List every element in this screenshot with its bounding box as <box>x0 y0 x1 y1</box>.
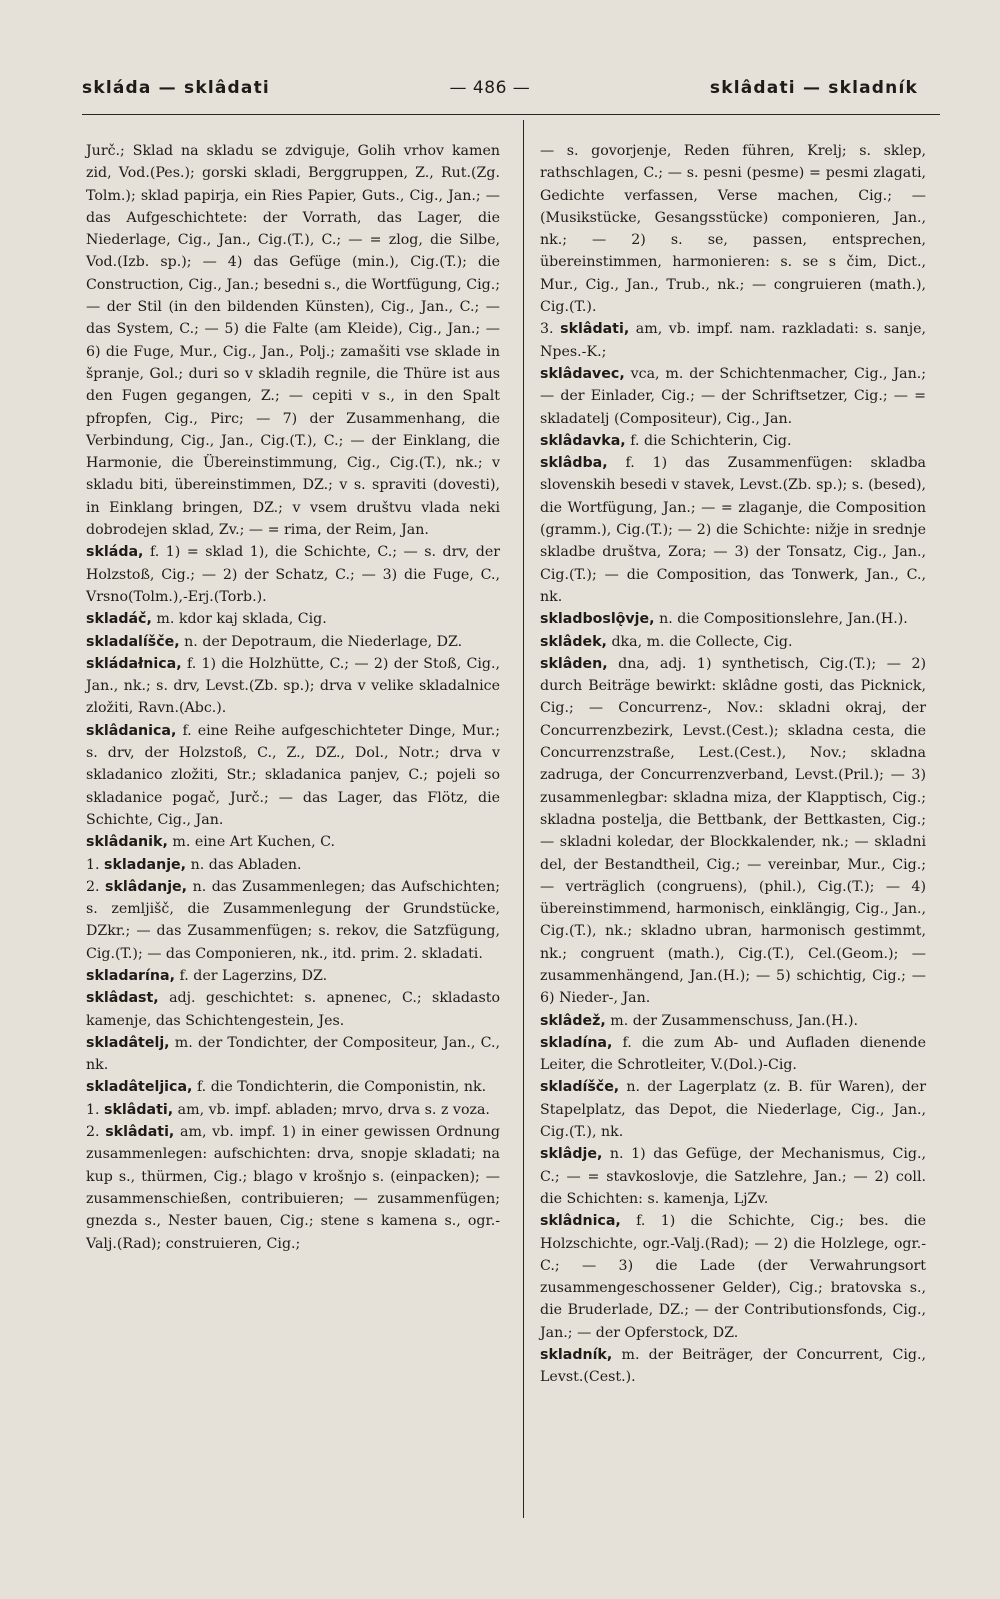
headword: sklâdek, <box>540 633 607 650</box>
headword: sklâdež, <box>540 1012 606 1029</box>
dictionary-entry <box>86 1032 500 1077</box>
headword: skladína, <box>540 1034 613 1051</box>
header-right-guide-words: sklâdati — skladník <box>709 78 918 98</box>
dictionary-entry <box>540 1076 926 1143</box>
entry-definition: n. 1) das Gefüge, der Mechanismus, Cig., C.; — = stavkoslovje, die Satzlehre, Jan.; — 2) coll. die Schichten: s. kamenja, LjZv. <box>540 1146 926 1207</box>
dictionary-entry <box>86 140 500 541</box>
dictionary-entry <box>540 1143 926 1210</box>
dictionary-entry <box>540 1210 926 1344</box>
dictionary-entry <box>86 965 500 987</box>
entry-definition: m. der Beiträger, der Concurrent, Cig., Levst.(Cest.). <box>540 1347 926 1386</box>
entry-definition: m. kdor kaj sklada, Cig. <box>156 611 327 628</box>
dictionary-entry <box>86 854 500 876</box>
entry-definition: f. 1) = sklad 1), die Schichte, C.; — s. drv, der Holzstoß, Cig.; — 2) der Schatz, C.; — 3) die Fuge, C., Vrsno(Tolm.),-Erj.(Torb.). <box>86 544 501 605</box>
headword: skladník, <box>540 1347 613 1364</box>
homonym-number: 1. <box>86 856 105 873</box>
dictionary-entry <box>86 831 500 853</box>
headword: skladarína, <box>86 967 175 984</box>
headword: skláda, <box>86 544 144 561</box>
dictionary-entry <box>86 1121 500 1255</box>
headword: skladâtelj, <box>86 1034 170 1051</box>
entry-definition: f. 1) das Zusammenfügen: skladba slovenskih besedi v stavek, Levst.(Zb. sp.); s. (besed), die Wortfügung, Jan.; — = zlaganje, die Composition (gramm.), Cig.(T.); — 2) die Schichte: nižje in srednje skladbe društva, Zora; — 3) der Tonsatz, Cig., Jan., Cig.(T.); — die Composition, das Tonwerk, Jan., C., nk. <box>540 455 926 605</box>
running-header <box>82 78 918 98</box>
headword: skladáč, <box>86 611 152 628</box>
dictionary-entry <box>86 541 500 608</box>
entry-definition: dka, m. die Collecte, Cig. <box>611 633 793 650</box>
right-column <box>540 140 926 1389</box>
entry-definition: m. der Tondichter, der Compositeur, Jan., C., nk. <box>86 1034 501 1074</box>
headword: sklâdati, <box>105 1124 175 1141</box>
entry-definition: f. 1) die Holzhütte, C.; — 2) der Stoß, Cig., Jan., nk.; s. drv, Levst.(Zb. sp.); drva v velike skladalnice zložiti, Ravn.(Abc.). <box>86 655 500 717</box>
headword: sklâdnica, <box>540 1213 621 1230</box>
dictionary-entry <box>540 631 926 653</box>
headword: skladâteljica, <box>86 1079 193 1096</box>
headword: skládałnica, <box>86 655 182 672</box>
headword: sklâden, <box>540 655 608 672</box>
entry-definition: dna, adj. 1) synthetisch, Cig.(T.); — 2) durch Beiträge bewirkt: sklâdne gosti, das Picknick, Cig.; — Concurrenz-, Nov.: skladni okraj, der Concurrenzbezirk, Levst.(Cest.); skladna cesta, die Concurrenzstraße, Lest.(Cest.), Nov.; skladna zadruga, der Concurrenzverband, Levst.(Pril.); — 3) zusammenlegbar: skladna miza, der Klapptisch, Cig.; skladna postelja, die Bettbank, der Bettkasten, Cig.; — skladni koledar, der Blockkalender, nk.; — skladni del, der Bestandtheil, Cig.; — vereinbar, Mur., Cig.; — verträglich (congruens), (phil.), Cig.(T.); — 4) übereinstimmend, harmonisch, einklängig, Cig., Jan., Cig.(T.), nk.; skladno ubran, harmonisch gestimmt, nk.; congruent (math.), Cig.(T.), Cel.(Geom.); — zusammenhängend, Jan.(H.); — 5) schichtig, Cig.; — 6) Nieder-, Jan. <box>540 655 927 1007</box>
header-left-guide-words: skláda — sklâdati <box>82 78 270 98</box>
entry-definition: n. das Zusammenlegen; das Aufschichten; s. zemljišč, die Zusammenlegung der Grundstücke, DZkr.; — das Zusammenfügen; s. rekov, die Satzfügung, Cig.(T.); — das Componieren, nk., itd. prim. 2. skladati. <box>86 878 501 962</box>
headword: sklâdavka, <box>540 432 626 449</box>
entry-definition: m. eine Art Kuchen, C. <box>172 834 335 851</box>
headword: sklâdanje, <box>105 878 188 895</box>
entry-definition: f. die Schichterin, Cig. <box>630 432 792 449</box>
entry-definition: f. die Tondichterin, die Componistin, nk. <box>196 1079 487 1096</box>
dictionary-entry <box>540 608 926 630</box>
dictionary-entry <box>86 987 500 1032</box>
dictionary-entry <box>86 608 500 630</box>
column-divider <box>523 120 524 1518</box>
dictionary-entry <box>86 1076 500 1098</box>
entry-definition: f. eine Reihe aufgeschichteter Dinge, Mur.; s. drv, der Holzstoß, C., Z., DZ., Dol., Notr.; drva v skladanico zložiti, Str.; skladanica panjev, C.; pojeli so skladanice pogač, Jurč.; — das Lager, das Flötz, die Schichte, Cig., Jan. <box>86 722 501 828</box>
homonym-number: 2. <box>86 878 106 895</box>
dictionary-entry <box>540 1010 926 1032</box>
entry-definition: am, vb. impf. abladen; mrvo, drva s. z voza. <box>177 1101 490 1118</box>
dictionary-entry <box>540 140 926 318</box>
entry-definition: f. 1) die Schichte, Cig.; bes. die Holzschichte, ogr.-Valj.(Rad); — 2) die Holzlege, ogr.-C.; — 3) die Lade (der Verwahrungsort zusammengeschossener Gelder), Cig.; bratovska s., die Bruderlade, DZ.; — der Contributionsfonds, Cig., Jan.; — der Opferstock, DZ. <box>540 1213 926 1341</box>
headword: skladalíšče, <box>86 633 180 650</box>
entry-definition: n. der Lagerplatz (z. B. für Waren), der Stapelplatz, das Depot, die Niederlage, Cig., Jan., Cig.(T.), nk. <box>540 1079 926 1141</box>
entry-definition: f. der Lagerzins, DZ. <box>179 967 328 984</box>
left-column <box>86 140 500 1255</box>
dictionary-entry <box>86 720 500 831</box>
entry-definition: Jurč.; Sklad na skladu se zdviguje, Golih vrhov kamen zid, Vod.(Pes.); gorski skladi, Berggruppen, Z., Rut.(Zg. Tolm.); sklad papirja, ein Ries Papier, Guts., Cig., Jan.; — das Aufgeschichtete: der Vorrath, das Lager, die Niederlage, Cig., Jan., Cig.(T.), C.; — = zlog, die Silbe, Vod.(Izb. sp.); — 4) das Gefüge (min.), Cig.(T.); die Construction, Cig., Jan.; besedni s., die Wortfügung, Cig.; — der Stil (in den bildenden Künsten), Cig., Jan., C.; — das System, C.; — 5) die Falte (am Kleide), Cig., Jan.; — 6) die Fuge, Mur., Cig., Jan., Polj.; zamašiti vse sklade in špranje, Gol.; duri so v skladih regnile, die Thüre ist aus den Fugen gegangen, Z.; — cepiti v s., in den Spalt pfropfen, Cig., Pirc; — 7) der Zusammenhang, die Verbindung, Cig., Jan., Cig.(T.), C.; — der Einklang, die Harmonie, die Übereinstimmung, Cig., Cig.(T.), nk.; v skladu biti, übereinstimmen, DZ.; v s. spraviti (dovesti), in Einklang bringen, DZ.; v vsem društvu vlada neki dobrodejen sklad, Zv.; — = rima, der Reim, Jan. <box>86 143 500 539</box>
headword: sklâdanica, <box>86 722 177 739</box>
headword: sklâdba, <box>540 455 608 472</box>
entry-definition: n. der Depotraum, die Niederlage, DZ. <box>184 633 463 650</box>
dictionary-entry <box>86 1099 500 1121</box>
dictionary-entry <box>540 1032 926 1077</box>
headword: sklâdati, <box>560 321 630 338</box>
homonym-number: 1. <box>86 1101 105 1118</box>
entry-definition: am, vb. impf. nam. razkladati: s. sanje, Npes.-K.; <box>540 321 926 360</box>
homonym-number: 3. <box>540 321 561 338</box>
headword: sklâdati, <box>104 1101 174 1118</box>
dictionary-entry <box>540 452 926 608</box>
entry-definition: am, vb. impf. 1) in einer gewissen Ordnung zusammenlegen: aufschichten: drva, snopje skladati; na kup s., thürmen, Cig.; blago v krošnjo s. (einpacken); — zusammenschießen, contribuieren; — zusammenfügen; gnezda s., Nester bauen, Cig.; stene s kamena s., ogr.-Valj.(Rad); construieren, Cig.; <box>86 1124 500 1252</box>
dictionary-entry <box>540 363 926 430</box>
page-number: — 486 — <box>449 78 531 98</box>
dictionary-entry <box>86 653 500 720</box>
homonym-number: 2. <box>86 1124 106 1141</box>
headword: sklâdje, <box>540 1146 603 1163</box>
headword: skladanje, <box>104 856 187 873</box>
headword: sklâdavec, <box>540 365 625 382</box>
entry-definition: adj. geschichtet: s. apnenec, C.; skladasto kamenje, das Schichtengestein, Jes. <box>86 990 500 1029</box>
dictionary-entry <box>540 653 926 1010</box>
entry-definition: m. der Zusammenschuss, Jan.(H.). <box>610 1012 859 1029</box>
entry-definition: n. das Abladen. <box>190 856 302 873</box>
headword: skladíšče, <box>540 1079 620 1096</box>
dictionary-entry <box>86 876 500 965</box>
headword: sklâdast, <box>86 990 159 1007</box>
dictionary-entry <box>86 631 500 653</box>
dictionary-entry <box>540 318 926 363</box>
entry-definition: n. die Compositionslehre, Jan.(H.). <box>659 611 908 628</box>
entry-definition: — s. govorjenje, Reden führen, Krelj; s. sklep, rathschlagen, C.; — s. pesni (pesme) = pesmi zlagati, Gedichte verfassen, Verse machen, Cig.; — (Musikstücke, Gesangsstücke) componieren, Jan., nk.; — 2) s. se, passen, entsprechen, übereinstimmen, harmonieren: s. se s čim, Dict., Mur., Cig., Jan., Trub., nk.; — congruieren (math.), Cig.(T.). <box>540 143 926 316</box>
entry-definition: f. die zum Ab- und Aufladen dienende Leiter, die Schrotleiter, V.(Dol.)-Cig. <box>540 1034 926 1074</box>
entry-definition: vca, m. der Schichtenmacher, Cig., Jan.; — der Einlader, Cig.; — der Schriftsetzer, Cig.; — = skladatelj (Compositeur), Cig., Jan. <box>540 365 926 427</box>
headword: skladboslǫ̑vje, <box>540 611 655 628</box>
dictionary-entry <box>540 430 926 452</box>
header-rule <box>82 114 940 115</box>
headword: sklâdanik, <box>86 834 168 851</box>
dictionary-entry <box>540 1344 926 1389</box>
